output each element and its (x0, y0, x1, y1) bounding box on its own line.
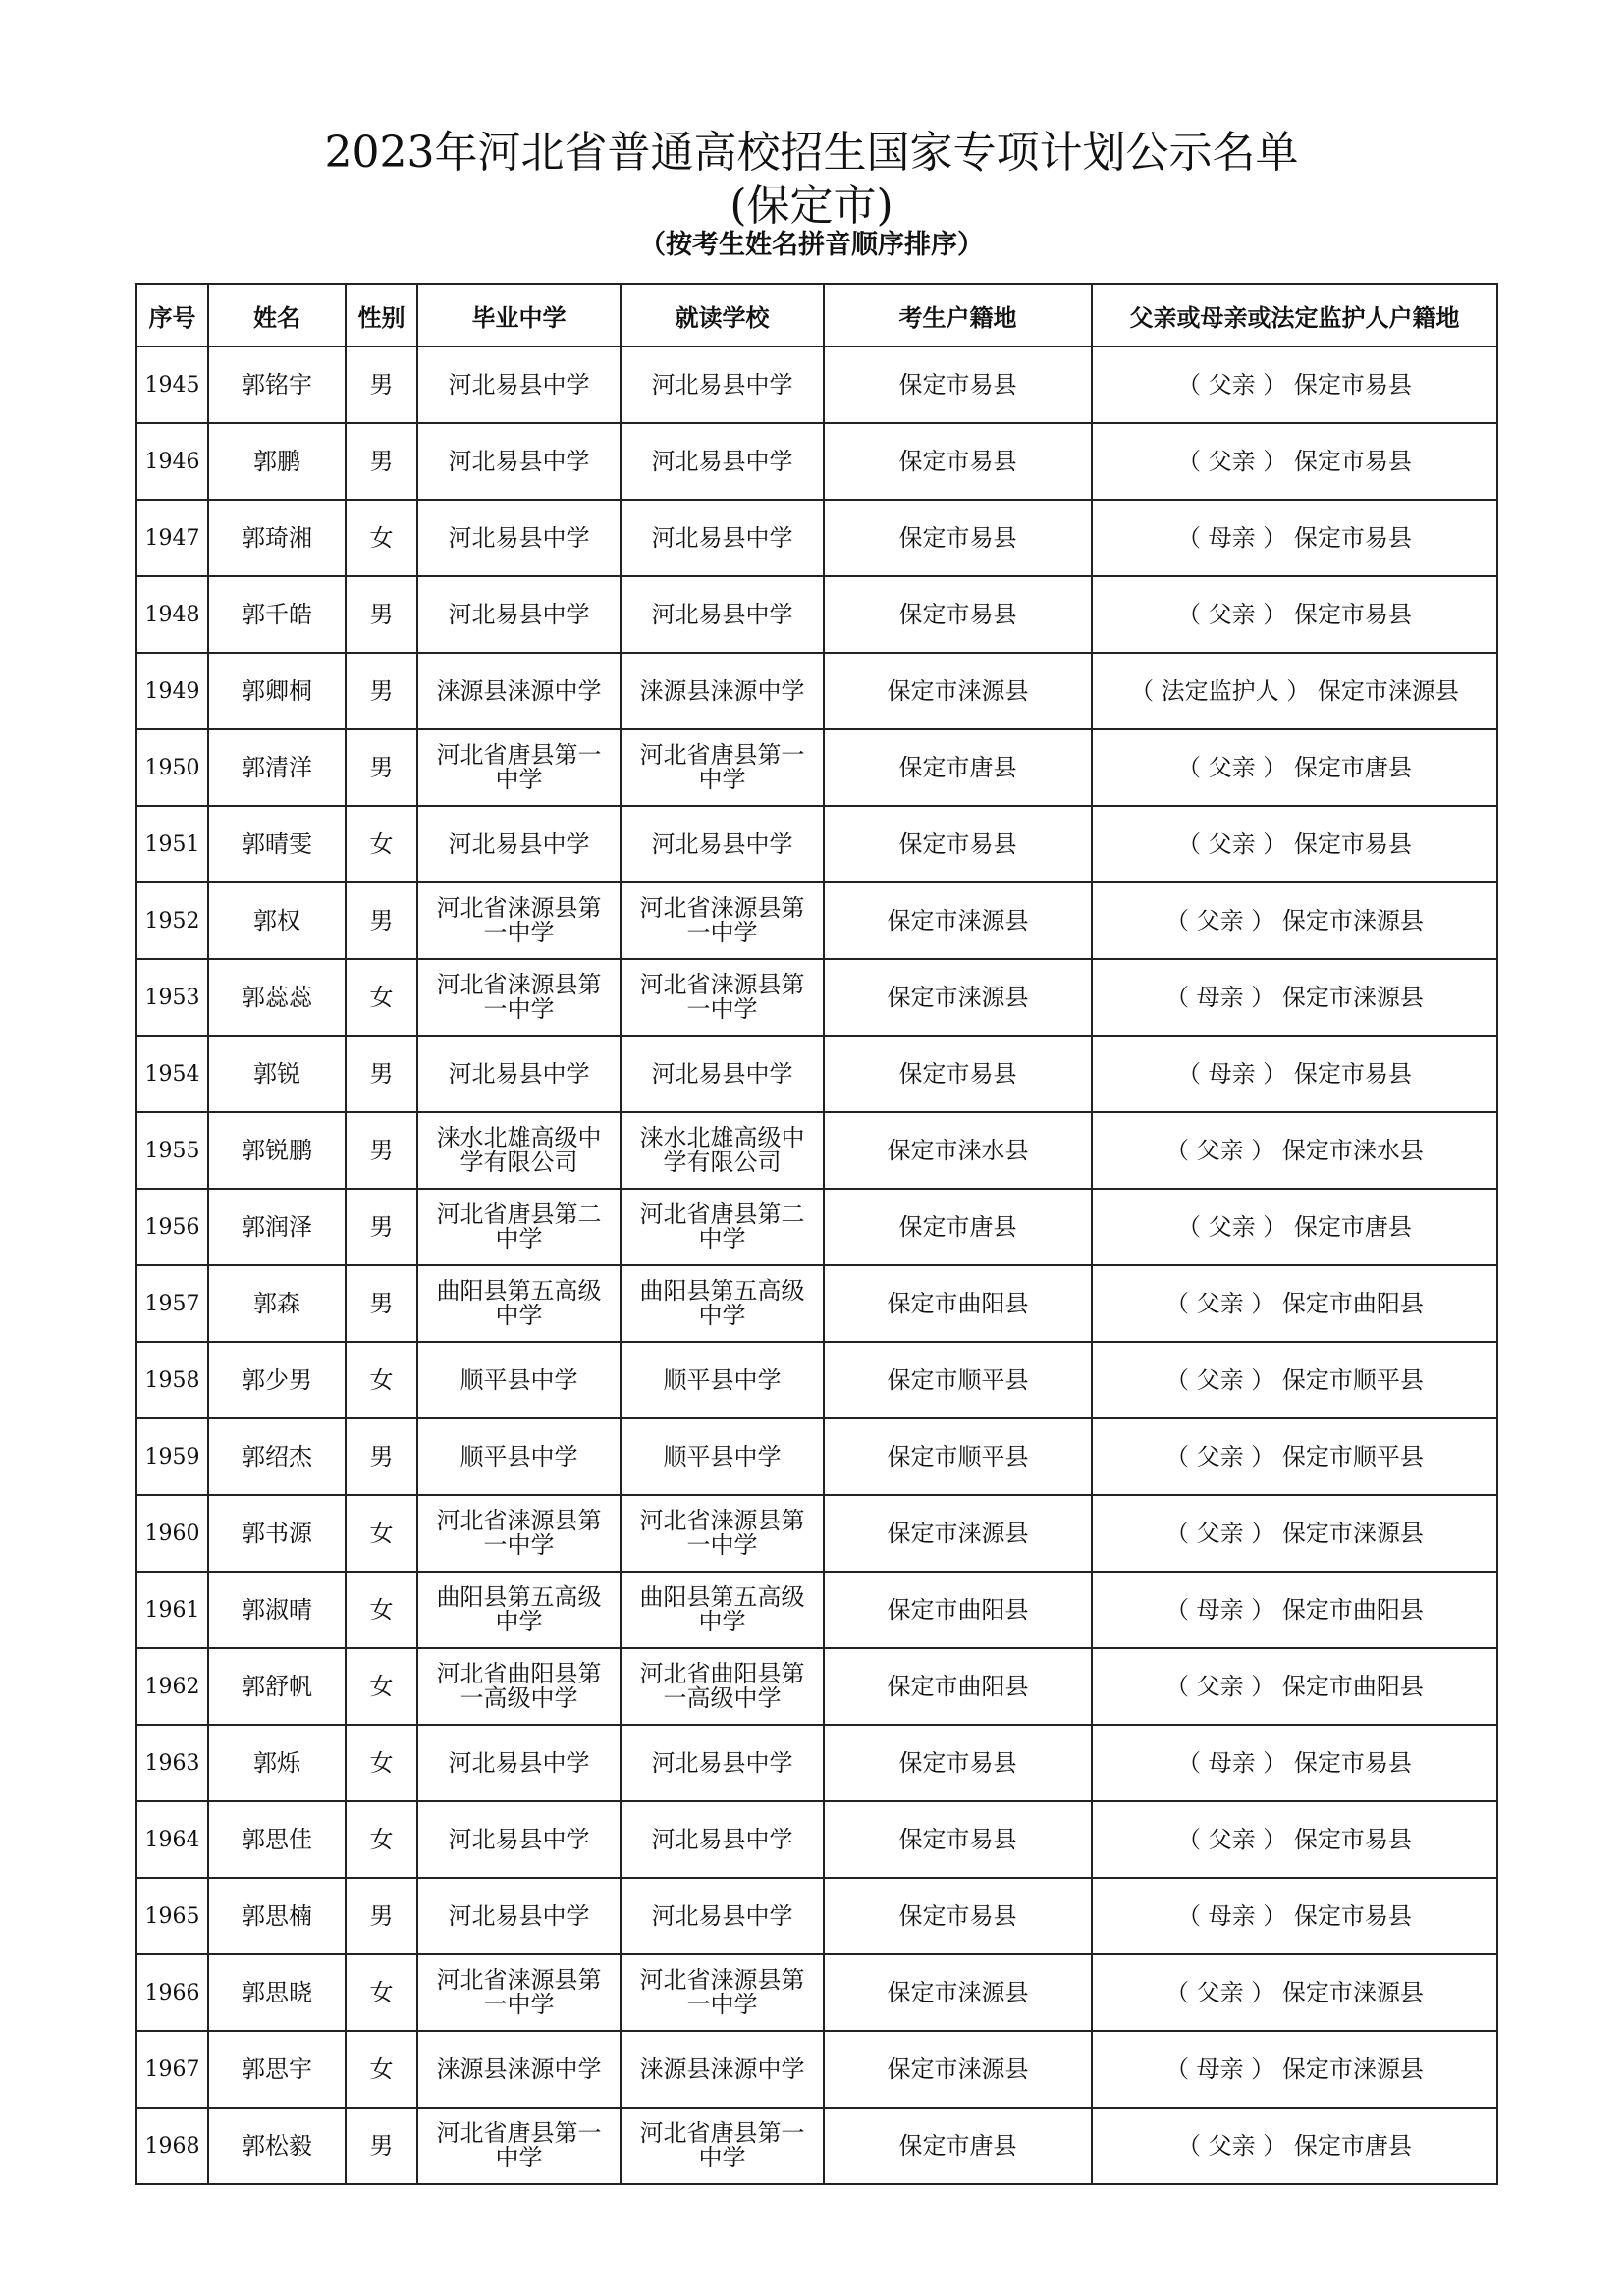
cell-graduated-school (417, 1495, 621, 1572)
cell-current-school (621, 1189, 824, 1265)
cell-name: 郭铭宇 (208, 347, 346, 423)
cell-name: 郭森 (208, 1265, 346, 1342)
cell-gender: 女 (346, 1954, 417, 2031)
header-student-hukou: 考生户籍地 (824, 284, 1092, 347)
school-name: 河北省涞源县第一中学 (436, 1966, 602, 2018)
cell-gender: 女 (346, 500, 417, 576)
table-row (136, 1036, 1497, 1112)
cell-current-school (621, 1648, 824, 1725)
table-row (136, 500, 1497, 576)
header-row (136, 284, 1497, 347)
cell-name: 郭绍杰 (208, 1418, 346, 1495)
cell-seq: 1964 (136, 1801, 208, 1878)
cell-graduated-school (417, 2108, 621, 2184)
school-name: 河北省涞源县第一中学 (436, 894, 602, 946)
cell-student-hukou: 保定市曲阳县 (824, 1572, 1092, 1648)
school-name: 河北省涞源县第一中学 (639, 971, 805, 1023)
cell-name: 郭权 (208, 882, 346, 959)
school-name: 河北易县中学 (651, 1748, 793, 1777)
school-name: 曲阳县第五高级中学 (436, 1277, 602, 1329)
cell-current-school (621, 1342, 824, 1418)
cell-student-hukou: 保定市易县 (824, 347, 1092, 423)
cell-seq: 1949 (136, 653, 208, 729)
cell-current-school (621, 1112, 824, 1189)
cell-current-school (621, 1495, 824, 1572)
cell-guardian-hukou: （ 母亲 ） 保定市易县 (1092, 1036, 1497, 1112)
cell-graduated-school (417, 423, 621, 500)
school-name: 河北易县中学 (448, 1059, 590, 1088)
school-name: 涞源县涞源中学 (639, 2055, 805, 2083)
cell-student-hukou: 保定市涞源县 (824, 1495, 1092, 1572)
cell-guardian-hukou: （ 母亲 ） 保定市涞源县 (1092, 959, 1497, 1036)
cell-seq: 1966 (136, 1954, 208, 2031)
cell-seq: 1963 (136, 1725, 208, 1801)
cell-current-school (621, 347, 824, 423)
school-name: 河北省涞源县第一中学 (639, 1966, 805, 2018)
school-name: 河北易县中学 (448, 600, 590, 628)
cell-graduated-school (417, 1189, 621, 1265)
cell-name: 郭舒帆 (208, 1648, 346, 1725)
cell-current-school (621, 500, 824, 576)
cell-guardian-hukou: （ 父亲 ） 保定市唐县 (1092, 1189, 1497, 1265)
roster-table (135, 283, 1498, 2185)
cell-gender: 男 (346, 576, 417, 653)
cell-gender: 男 (346, 1112, 417, 1189)
cell-current-school (621, 1801, 824, 1878)
table-row (136, 959, 1497, 1036)
cell-gender: 男 (346, 882, 417, 959)
cell-guardian-hukou: （ 父亲 ） 保定市曲阳县 (1092, 1648, 1497, 1725)
cell-seq: 1961 (136, 1572, 208, 1648)
school-name: 河北易县中学 (651, 523, 793, 552)
table-row (136, 2108, 1497, 2184)
cell-graduated-school (417, 806, 621, 882)
cell-graduated-school (417, 1572, 621, 1648)
school-name: 河北易县中学 (651, 1901, 793, 1930)
school-name: 河北省曲阳县第一高级中学 (639, 1660, 805, 1712)
school-name: 河北易县中学 (651, 447, 793, 475)
cell-student-hukou: 保定市唐县 (824, 729, 1092, 806)
school-name: 河北省涞源县第一中学 (436, 1507, 602, 1559)
cell-guardian-hukou: （ 父亲 ） 保定市顺平县 (1092, 1418, 1497, 1495)
table-row (136, 729, 1497, 806)
cell-seq: 1962 (136, 1648, 208, 1725)
cell-gender: 女 (346, 959, 417, 1036)
school-name: 河北易县中学 (448, 1748, 590, 1777)
cell-seq: 1950 (136, 729, 208, 806)
header-graduated-school: 毕业中学 (417, 284, 621, 347)
cell-gender: 女 (346, 2031, 417, 2108)
cell-gender: 女 (346, 1801, 417, 1878)
cell-name: 郭思宇 (208, 2031, 346, 2108)
cell-current-school (621, 1265, 824, 1342)
cell-gender: 女 (346, 1648, 417, 1725)
cell-student-hukou: 保定市涞源县 (824, 882, 1092, 959)
cell-seq: 1952 (136, 882, 208, 959)
cell-student-hukou: 保定市易县 (824, 1725, 1092, 1801)
school-name: 涞源县涞源中学 (436, 2055, 602, 2083)
table-row (136, 653, 1497, 729)
cell-gender: 男 (346, 729, 417, 806)
cell-current-school (621, 1725, 824, 1801)
school-name: 涞水北雄高级中学有限公司 (639, 1124, 805, 1176)
cell-student-hukou: 保定市易县 (824, 806, 1092, 882)
cell-name: 郭少男 (208, 1342, 346, 1418)
cell-current-school (621, 1036, 824, 1112)
cell-name: 郭思楠 (208, 1878, 346, 1954)
cell-name: 郭锐鹏 (208, 1112, 346, 1189)
cell-seq: 1948 (136, 576, 208, 653)
cell-guardian-hukou: （ 母亲 ） 保定市涞源县 (1092, 2031, 1497, 2108)
school-name: 河北易县中学 (448, 447, 590, 475)
school-name: 河北易县中学 (651, 829, 793, 858)
cell-name: 郭鹏 (208, 423, 346, 500)
school-name: 河北易县中学 (651, 1825, 793, 1853)
cell-student-hukou: 保定市唐县 (824, 1189, 1092, 1265)
cell-name: 郭清洋 (208, 729, 346, 806)
school-name: 河北易县中学 (448, 370, 590, 399)
cell-student-hukou: 保定市易县 (824, 500, 1092, 576)
cell-seq: 1960 (136, 1495, 208, 1572)
school-name: 河北省涞源县第一中学 (639, 1507, 805, 1559)
cell-guardian-hukou: （ 父亲 ） 保定市顺平县 (1092, 1342, 1497, 1418)
cell-current-school (621, 1572, 824, 1648)
cell-name: 郭书源 (208, 1495, 346, 1572)
school-name: 顺平县中学 (663, 1442, 782, 1470)
cell-name: 郭晴雯 (208, 806, 346, 882)
table-row (136, 1418, 1497, 1495)
cell-current-school (621, 653, 824, 729)
cell-graduated-school (417, 1725, 621, 1801)
table-row (136, 1342, 1497, 1418)
cell-name: 郭思晓 (208, 1954, 346, 2031)
cell-seq: 1947 (136, 500, 208, 576)
cell-guardian-hukou: （ 父亲 ） 保定市曲阳县 (1092, 1265, 1497, 1342)
cell-seq: 1946 (136, 423, 208, 500)
cell-gender: 女 (346, 806, 417, 882)
cell-seq: 1956 (136, 1189, 208, 1265)
cell-graduated-school (417, 1036, 621, 1112)
cell-student-hukou: 保定市易县 (824, 1036, 1092, 1112)
school-name: 河北易县中学 (651, 1059, 793, 1088)
cell-graduated-school (417, 1648, 621, 1725)
cell-gender: 女 (346, 1342, 417, 1418)
document-subtitle: (保定市) (730, 181, 893, 231)
table-row (136, 1189, 1497, 1265)
table-row (136, 1801, 1497, 1878)
cell-current-school (621, 1418, 824, 1495)
cell-student-hukou: 保定市顺平县 (824, 1342, 1092, 1418)
cell-gender: 男 (346, 423, 417, 500)
cell-graduated-school (417, 882, 621, 959)
school-name: 河北易县中学 (651, 370, 793, 399)
cell-current-school (621, 2031, 824, 2108)
cell-seq: 1945 (136, 347, 208, 423)
cell-student-hukou: 保定市易县 (824, 1878, 1092, 1954)
table-row (136, 423, 1497, 500)
cell-current-school (621, 1878, 824, 1954)
cell-student-hukou: 保定市易县 (824, 423, 1092, 500)
cell-name: 郭淑晴 (208, 1572, 346, 1648)
table-row (136, 882, 1497, 959)
cell-gender: 男 (346, 1418, 417, 1495)
table-row (136, 1648, 1497, 1725)
cell-student-hukou: 保定市涞源县 (824, 959, 1092, 1036)
cell-guardian-hukou: （ 父亲 ） 保定市唐县 (1092, 729, 1497, 806)
cell-gender: 女 (346, 1725, 417, 1801)
cell-graduated-school (417, 653, 621, 729)
header-gender: 性别 (346, 284, 417, 347)
cell-gender: 男 (346, 1036, 417, 1112)
cell-seq: 1965 (136, 1878, 208, 1954)
cell-guardian-hukou: （ 父亲 ） 保定市易县 (1092, 806, 1497, 882)
cell-seq: 1957 (136, 1265, 208, 1342)
cell-student-hukou: 保定市易县 (824, 576, 1092, 653)
table-row (136, 2031, 1497, 2108)
school-name: 河北省涞源县第一中学 (436, 971, 602, 1023)
cell-seq: 1958 (136, 1342, 208, 1418)
cell-graduated-school (417, 500, 621, 576)
table-row (136, 1112, 1497, 1189)
school-name: 河北省唐县第一中学 (639, 741, 805, 793)
cell-graduated-school (417, 1265, 621, 1342)
school-name: 曲阳县第五高级中学 (639, 1277, 805, 1329)
cell-name: 郭卿桐 (208, 653, 346, 729)
table-row (136, 576, 1497, 653)
header-name: 姓名 (208, 284, 346, 347)
cell-seq: 1959 (136, 1418, 208, 1495)
cell-gender: 男 (346, 2108, 417, 2184)
table-row (136, 347, 1497, 423)
cell-guardian-hukou: （ 母亲 ） 保定市易县 (1092, 1725, 1497, 1801)
cell-graduated-school (417, 959, 621, 1036)
cell-guardian-hukou: （ 父亲 ） 保定市涞源县 (1092, 1495, 1497, 1572)
cell-graduated-school (417, 1418, 621, 1495)
school-name: 河北省唐县第一中学 (436, 2119, 602, 2171)
cell-graduated-school (417, 729, 621, 806)
cell-name: 郭松毅 (208, 2108, 346, 2184)
cell-seq: 1968 (136, 2108, 208, 2184)
school-name: 河北易县中学 (448, 1901, 590, 1930)
cell-gender: 男 (346, 347, 417, 423)
cell-seq: 1953 (136, 959, 208, 1036)
table-row (136, 1878, 1497, 1954)
cell-current-school (621, 959, 824, 1036)
cell-guardian-hukou: （ 母亲 ） 保定市易县 (1092, 1878, 1497, 1954)
cell-student-hukou: 保定市唐县 (824, 2108, 1092, 2184)
school-name: 河北易县中学 (448, 829, 590, 858)
cell-name: 郭润泽 (208, 1189, 346, 1265)
cell-guardian-hukou: （ 母亲 ） 保定市曲阳县 (1092, 1572, 1497, 1648)
cell-guardian-hukou: （ 法定监护人 ） 保定市涞源县 (1092, 653, 1497, 729)
cell-gender: 男 (346, 1878, 417, 1954)
school-name: 河北省唐县第二中学 (639, 1201, 805, 1253)
cell-graduated-school (417, 1878, 621, 1954)
cell-current-school (621, 806, 824, 882)
school-name: 曲阳县第五高级中学 (436, 1583, 602, 1635)
table-row (136, 1954, 1497, 2031)
school-name: 涞源县涞源中学 (639, 676, 805, 705)
cell-seq: 1955 (136, 1112, 208, 1189)
cell-guardian-hukou: （ 母亲 ） 保定市易县 (1092, 500, 1497, 576)
cell-guardian-hukou: （ 父亲 ） 保定市涞水县 (1092, 1112, 1497, 1189)
cell-student-hukou: 保定市涞源县 (824, 2031, 1092, 2108)
cell-gender: 女 (346, 1572, 417, 1648)
school-name: 顺平县中学 (460, 1442, 578, 1470)
cell-guardian-hukou: （ 父亲 ） 保定市易县 (1092, 347, 1497, 423)
school-name: 河北省曲阳县第一高级中学 (436, 1660, 602, 1712)
cell-guardian-hukou: （ 父亲 ） 保定市涞源县 (1092, 882, 1497, 959)
cell-name: 郭锐 (208, 1036, 346, 1112)
cell-graduated-school (417, 1954, 621, 2031)
table-row (136, 806, 1497, 882)
cell-gender: 男 (346, 653, 417, 729)
cell-seq: 1967 (136, 2031, 208, 2108)
cell-current-school (621, 576, 824, 653)
table-row (136, 1572, 1497, 1648)
table-row (136, 1265, 1497, 1342)
cell-guardian-hukou: （ 父亲 ） 保定市唐县 (1092, 2108, 1497, 2184)
school-name: 顺平县中学 (460, 1365, 578, 1394)
cell-gender: 女 (346, 1495, 417, 1572)
school-name: 河北省唐县第一中学 (639, 2119, 805, 2171)
cell-student-hukou: 保定市涞水县 (824, 1112, 1092, 1189)
school-name: 涞源县涞源中学 (436, 676, 602, 705)
cell-graduated-school (417, 1112, 621, 1189)
cell-guardian-hukou: （ 父亲 ） 保定市涞源县 (1092, 1954, 1497, 2031)
cell-graduated-school (417, 2031, 621, 2108)
cell-seq: 1951 (136, 806, 208, 882)
school-name: 曲阳县第五高级中学 (639, 1583, 805, 1635)
cell-graduated-school (417, 347, 621, 423)
header-current-school: 就读学校 (621, 284, 824, 347)
table-row (136, 1725, 1497, 1801)
cell-name: 郭琦湘 (208, 500, 346, 576)
cell-name: 郭思佳 (208, 1801, 346, 1878)
cell-current-school (621, 729, 824, 806)
school-name: 顺平县中学 (663, 1365, 782, 1394)
cell-name: 郭千皓 (208, 576, 346, 653)
cell-name: 郭烁 (208, 1725, 346, 1801)
cell-student-hukou: 保定市涞源县 (824, 653, 1092, 729)
school-name: 河北省唐县第一中学 (436, 741, 602, 793)
school-name: 河北省涞源县第一中学 (639, 894, 805, 946)
school-name: 河北易县中学 (448, 1825, 590, 1853)
cell-student-hukou: 保定市顺平县 (824, 1418, 1092, 1495)
cell-current-school (621, 2108, 824, 2184)
cell-student-hukou: 保定市曲阳县 (824, 1265, 1092, 1342)
table-row (136, 1495, 1497, 1572)
cell-seq: 1954 (136, 1036, 208, 1112)
cell-current-school (621, 1954, 824, 2031)
cell-name: 郭蕊蕊 (208, 959, 346, 1036)
table-body (136, 347, 1497, 2184)
header-guardian-hukou: 父亲或母亲或法定监护人户籍地 (1092, 284, 1497, 347)
cell-student-hukou: 保定市曲阳县 (824, 1648, 1092, 1725)
sort-note: （按考生姓名拼音顺序排序） (639, 230, 984, 260)
school-name: 河北省唐县第二中学 (436, 1201, 602, 1253)
cell-student-hukou: 保定市涞源县 (824, 1954, 1092, 2031)
header-seq: 序号 (136, 284, 208, 347)
cell-gender: 男 (346, 1265, 417, 1342)
cell-graduated-school (417, 1801, 621, 1878)
cell-guardian-hukou: （ 父亲 ） 保定市易县 (1092, 1801, 1497, 1878)
cell-graduated-school (417, 576, 621, 653)
cell-current-school (621, 423, 824, 500)
school-name: 河北易县中学 (448, 523, 590, 552)
cell-current-school (621, 882, 824, 959)
document-title: 2023年河北省普通高校招生国家专项计划公示名单 (324, 128, 1299, 178)
school-name: 河北易县中学 (651, 600, 793, 628)
cell-guardian-hukou: （ 父亲 ） 保定市易县 (1092, 423, 1497, 500)
school-name: 涞水北雄高级中学有限公司 (436, 1124, 602, 1176)
cell-graduated-school (417, 1342, 621, 1418)
cell-guardian-hukou: （ 父亲 ） 保定市易县 (1092, 576, 1497, 653)
cell-gender: 男 (346, 1189, 417, 1265)
cell-student-hukou: 保定市易县 (824, 1801, 1092, 1878)
